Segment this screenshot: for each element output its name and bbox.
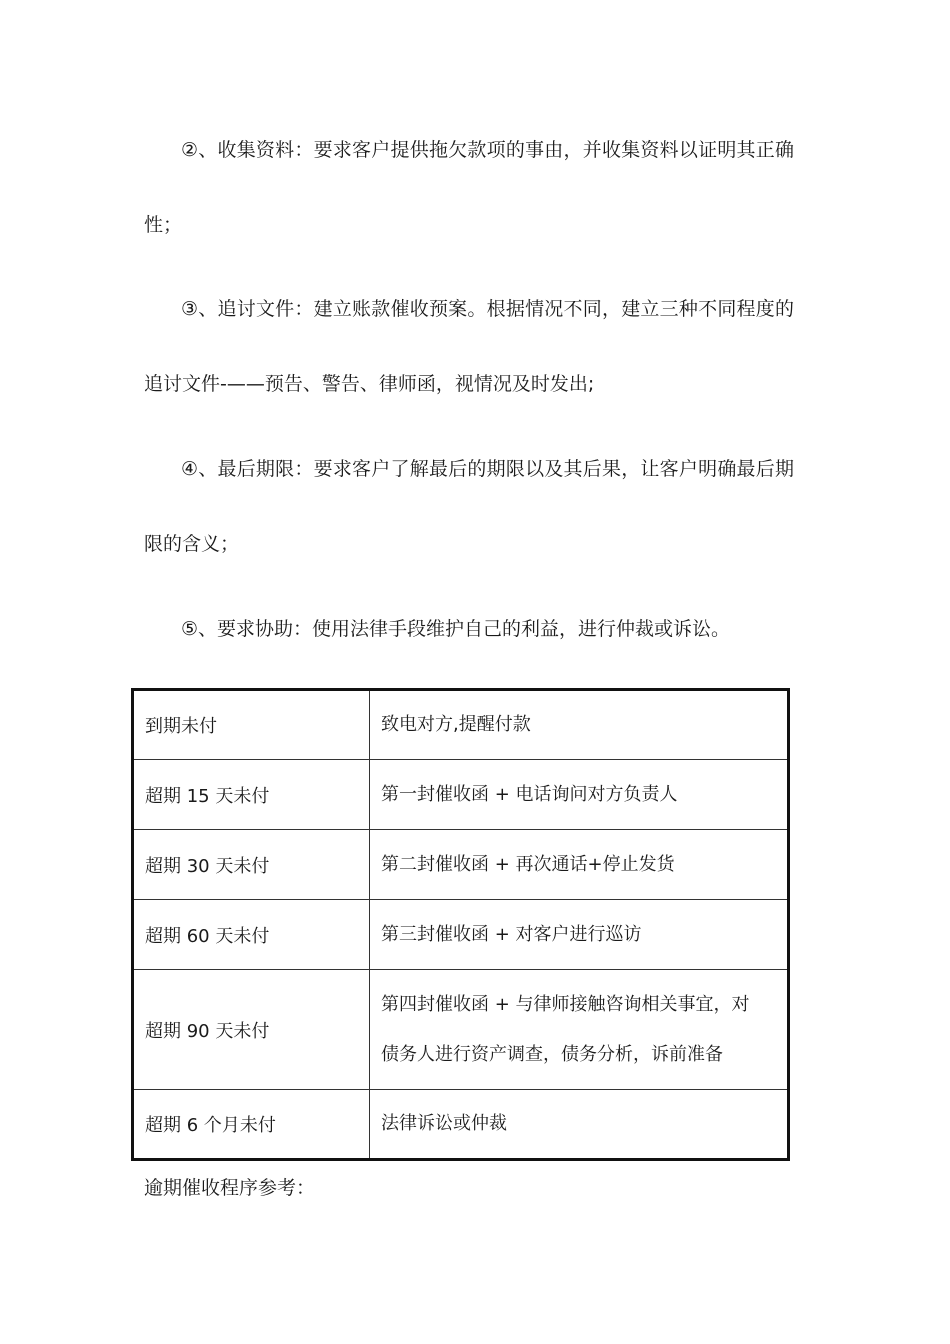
table-row [133,830,789,900]
action-cell [370,970,789,1090]
action-text: 第一封催收函 + 电话询问对方负责人 [381,783,678,805]
stage-cell: 到期未付 [133,690,370,760]
paragraph-4-line-2: 限的含义； [144,533,240,555]
action-cell [370,1090,789,1160]
action-cell [370,900,789,970]
paragraph-2-line-1: ②、收集资料：要求客户提供拖欠款项的事由，并收集资料以证明其正确 [181,139,794,161]
action-text: 债务人进行资产调查，债务分析，诉前准备 [381,1043,723,1065]
table-row [133,970,789,1090]
action-text: 法律诉讼或仲裁 [381,1113,507,1134]
paragraph-3-line-2: 追讨文件-——预告、警告、律师函，视情况及时发出; [144,373,595,395]
stage-cell: 超期 30 天未付 [133,830,370,900]
action-cell [370,830,789,900]
table-row [133,690,789,760]
table-caption: 逾期催收程序参考： [144,1177,316,1199]
paragraph-2-line-2: 性； [144,214,183,236]
action-text: 第二封催收函 + 再次通话+停止发货 [381,853,675,875]
paragraph-5-line-1: ⑤、要求协助：使用法律手段维护自己的利益，进行仲裁或诉讼。 [181,618,731,640]
action-cell [370,690,789,760]
stage-cell: 超期 6 个月未付 [133,1090,370,1160]
action-text: 致电对方,提醒付款 [381,714,531,735]
paragraph-3-line-1: ③、追讨文件：建立账款催收预案。根据情况不同，建立三种不同程度的 [181,298,794,320]
stage-cell: 超期 60 天未付 [133,900,370,970]
stage-cell: 超期 15 天未付 [133,760,370,830]
paragraph-4-line-1: ④、最后期限：要求客户了解最后的期限以及其后果，让客户明确最后期 [181,458,794,480]
action-text: 第四封催收函 + 与律师接触咨询相关事宜，对 [381,993,750,1015]
action-text: 第三封催收函 + 对客户进行巡访 [381,923,642,945]
collection-schedule-table [131,688,790,1161]
stage-cell: 超期 90 天未付 [133,970,370,1090]
table-row [133,900,789,970]
table-row [133,1090,789,1160]
table-row [133,760,789,830]
action-cell [370,760,789,830]
